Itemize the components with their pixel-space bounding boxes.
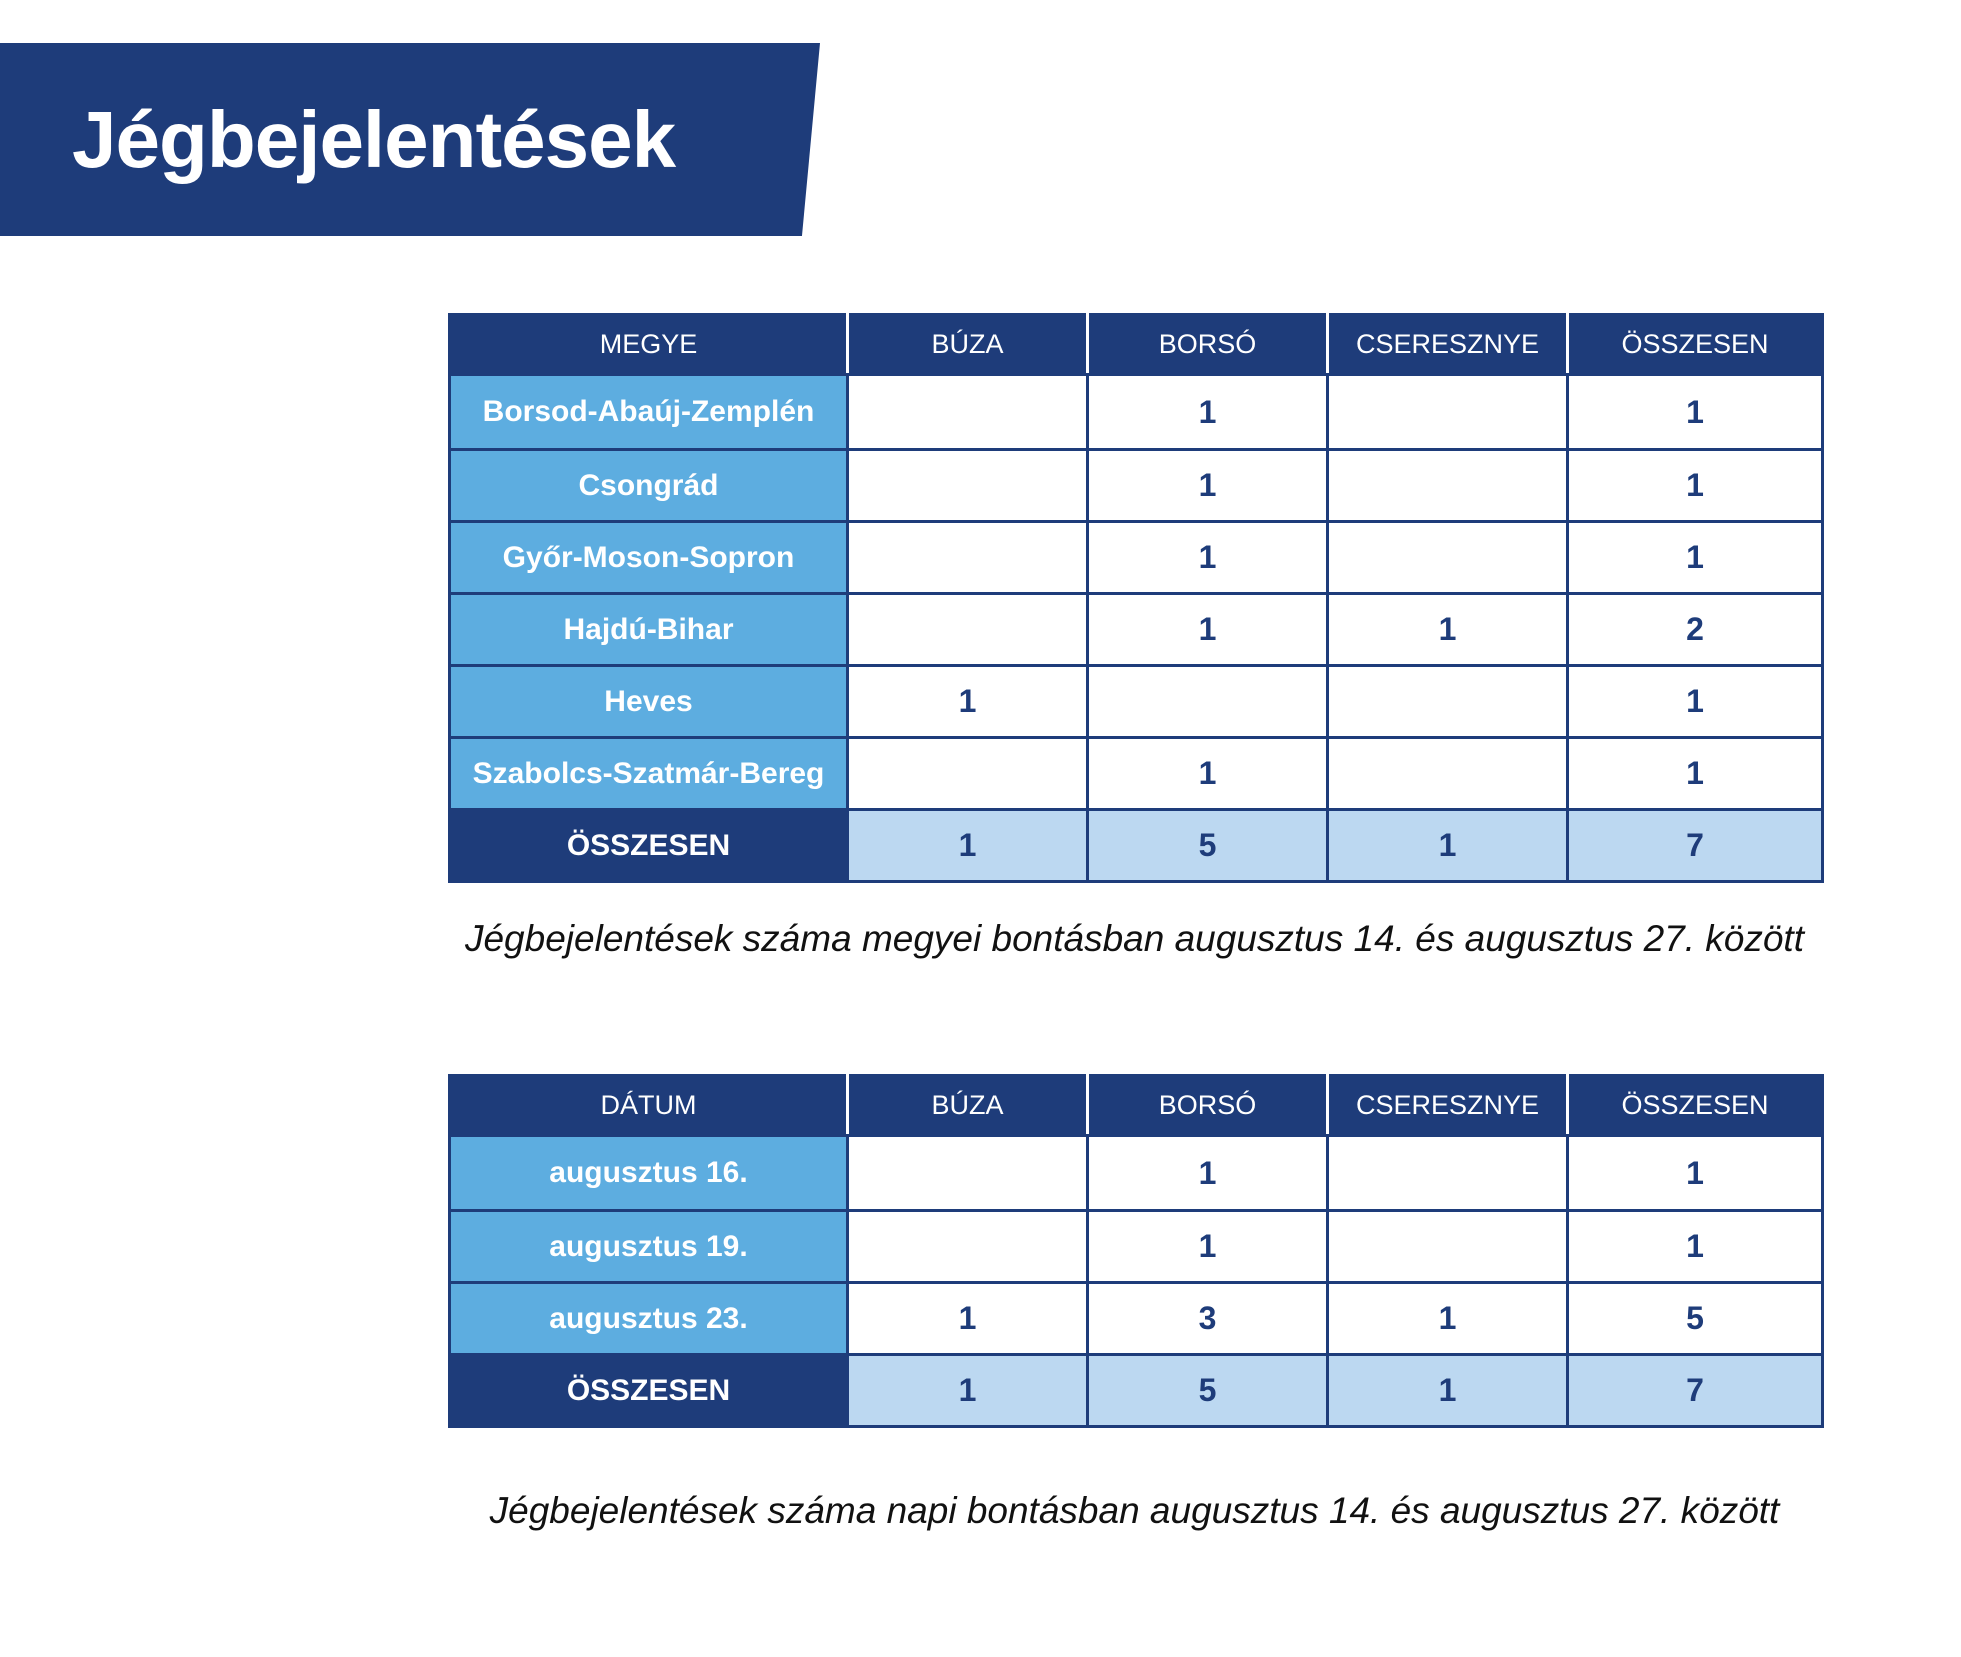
cell-buza: 1: [848, 1283, 1088, 1355]
cell-cseresznye: [1328, 522, 1568, 594]
cell-borso: 1: [1088, 450, 1328, 522]
table-row: [450, 522, 1823, 594]
column-header-osszesen: ÖSSZESEN: [1568, 315, 1823, 375]
total-cseresznye: 1: [1328, 810, 1568, 882]
column-header-cseresznye: CSERESZNYE: [1328, 315, 1568, 375]
row-label: Hajdú-Bihar: [450, 594, 848, 666]
page-title: Jégbejelentések: [72, 94, 676, 184]
county-table: [448, 313, 1824, 883]
column-header-cseresznye: CSERESZNYE: [1328, 1076, 1568, 1136]
county-table-caption: Jégbejelentések száma megyei bontásban augusztus 14. és augusztus 27. között: [464, 918, 1804, 959]
total-buza: 1: [848, 810, 1088, 882]
table-row: [450, 1283, 1823, 1355]
cell-buza: [848, 375, 1088, 450]
table-row: [450, 666, 1823, 738]
cell-osszesen: 1: [1568, 738, 1823, 810]
table-row: [450, 1211, 1823, 1283]
cell-buza: [848, 1136, 1088, 1211]
date-table-caption: Jégbejelentések száma napi bontásban augusztus 14. és augusztus 27. között: [489, 1490, 1780, 1531]
cell-borso: 1: [1088, 594, 1328, 666]
cell-buza: [848, 522, 1088, 594]
column-header-buza: BÚZA: [848, 1076, 1088, 1136]
table-header-row: [450, 1076, 1823, 1136]
total-osszesen: 7: [1568, 1355, 1823, 1427]
table-row: [450, 1136, 1823, 1211]
total-row-label: ÖSSZESEN: [450, 1355, 848, 1427]
cell-osszesen: 2: [1568, 594, 1823, 666]
row-label: augusztus 23.: [450, 1283, 848, 1355]
row-label: Heves: [450, 666, 848, 738]
cell-osszesen: 1: [1568, 450, 1823, 522]
cell-buza: 1: [848, 666, 1088, 738]
cell-cseresznye: 1: [1328, 594, 1568, 666]
cell-osszesen: 5: [1568, 1283, 1823, 1355]
table-row: [450, 450, 1823, 522]
total-borso: 5: [1088, 1355, 1328, 1427]
cell-borso: 1: [1088, 522, 1328, 594]
table-row: [450, 594, 1823, 666]
cell-borso: 3: [1088, 1283, 1328, 1355]
cell-cseresznye: [1328, 1136, 1568, 1211]
column-header-datum: DÁTUM: [450, 1076, 848, 1136]
row-label: Szabolcs-Szatmár-Bereg: [450, 738, 848, 810]
row-label: Győr-Moson-Sopron: [450, 522, 848, 594]
total-buza: 1: [848, 1355, 1088, 1427]
date-table: [448, 1074, 1824, 1428]
cell-osszesen: 1: [1568, 1211, 1823, 1283]
cell-borso: [1088, 666, 1328, 738]
cell-buza: [848, 738, 1088, 810]
column-header-borso: BORSÓ: [1088, 1076, 1328, 1136]
total-borso: 5: [1088, 810, 1328, 882]
cell-osszesen: 1: [1568, 666, 1823, 738]
total-row-label: ÖSSZESEN: [450, 810, 848, 882]
table-row: [450, 738, 1823, 810]
total-row: [450, 810, 1823, 882]
cell-cseresznye: [1328, 666, 1568, 738]
cell-cseresznye: [1328, 450, 1568, 522]
cell-buza: [848, 1211, 1088, 1283]
cell-cseresznye: [1328, 738, 1568, 810]
column-header-megye: MEGYE: [450, 315, 848, 375]
row-label: Borsod-Abaúj-Zemplén: [450, 375, 848, 450]
cell-borso: 1: [1088, 738, 1328, 810]
column-header-osszesen: ÖSSZESEN: [1568, 1076, 1823, 1136]
cell-buza: [848, 594, 1088, 666]
cell-cseresznye: [1328, 1211, 1568, 1283]
column-header-borso: BORSÓ: [1088, 315, 1328, 375]
cell-cseresznye: 1: [1328, 1283, 1568, 1355]
cell-osszesen: 1: [1568, 375, 1823, 450]
row-label: augusztus 16.: [450, 1136, 848, 1211]
cell-borso: 1: [1088, 1136, 1328, 1211]
cell-buza: [848, 450, 1088, 522]
cell-osszesen: 1: [1568, 522, 1823, 594]
total-osszesen: 7: [1568, 810, 1823, 882]
row-label: augusztus 19.: [450, 1211, 848, 1283]
table-header-row: [450, 315, 1823, 375]
cell-cseresznye: [1328, 375, 1568, 450]
row-label: Csongrád: [450, 450, 848, 522]
cell-osszesen: 1: [1568, 1136, 1823, 1211]
cell-borso: 1: [1088, 1211, 1328, 1283]
total-row: [450, 1355, 1823, 1427]
table-row: [450, 375, 1823, 450]
cell-borso: 1: [1088, 375, 1328, 450]
total-cseresznye: 1: [1328, 1355, 1568, 1427]
column-header-buza: BÚZA: [848, 315, 1088, 375]
